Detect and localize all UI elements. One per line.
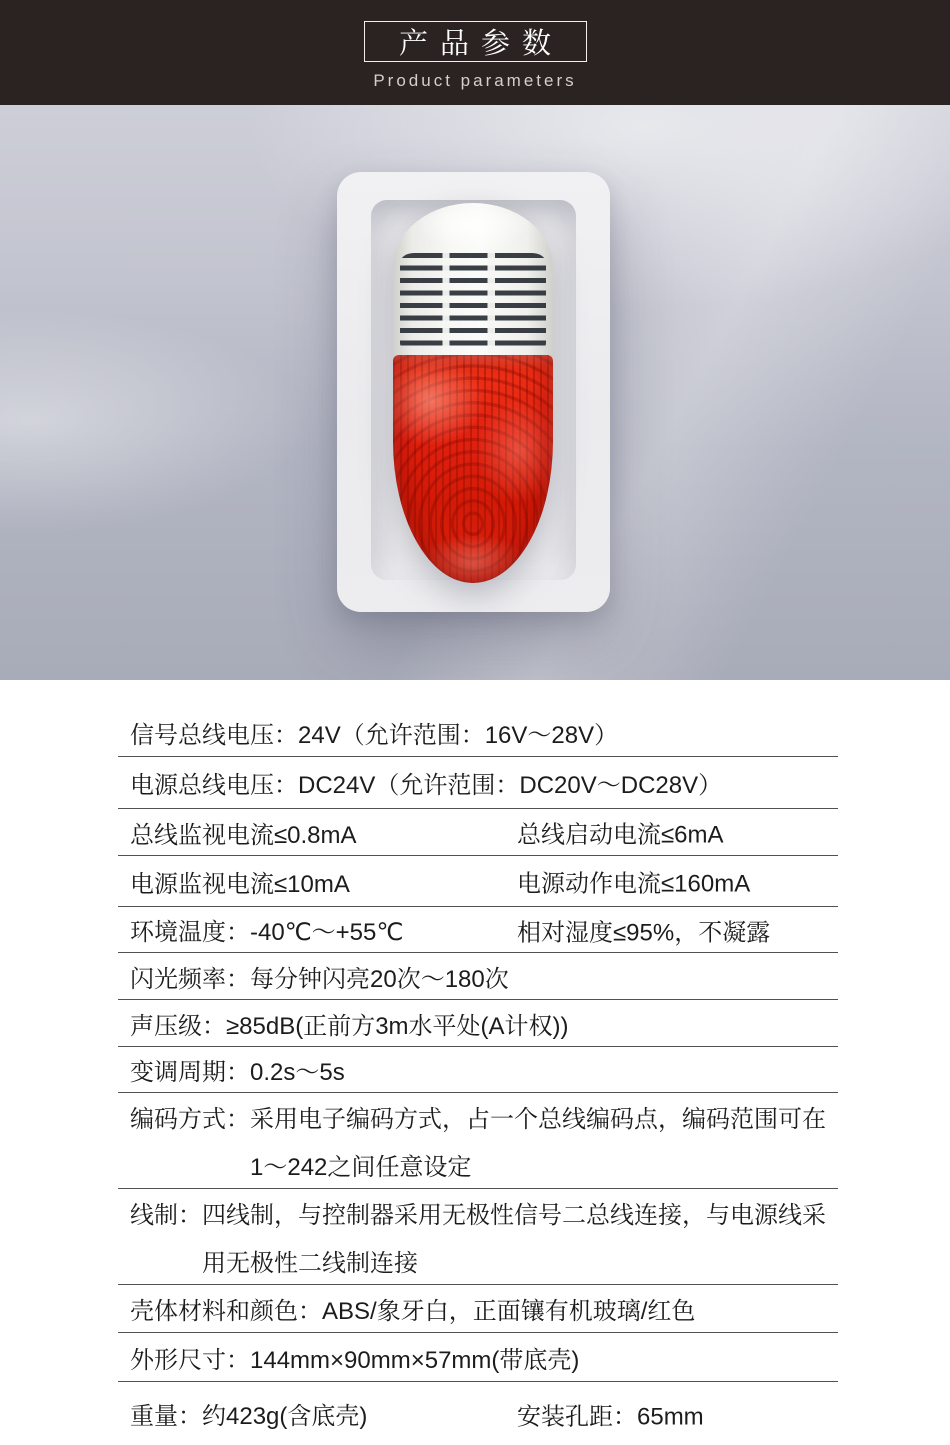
spec-row xyxy=(118,856,838,907)
spec-value-left: 变调周期：0.2s～5s xyxy=(130,1059,345,1086)
spec-value-left: 闪光频率：每分钟闪亮20次～180次 xyxy=(130,965,509,993)
spec-value-line2: 用无极性二线制连接 xyxy=(202,1249,418,1277)
spec-value-line1: 线制：四线制，与控制器采用无极性信号二总线连接，与电源线采 xyxy=(130,1202,826,1230)
spec-value-left: 外形尺寸：144mm×90mm×57mm(带底壳) xyxy=(130,1346,580,1374)
spec-value-left: 总线监视电流≤0.8mA xyxy=(130,821,357,849)
spec-row xyxy=(118,953,838,1000)
product-photo xyxy=(0,105,950,680)
spec-row xyxy=(118,907,838,953)
page-subtitle: Product parameters xyxy=(373,71,577,90)
speaker-grille xyxy=(400,253,546,353)
header-section xyxy=(0,0,950,105)
spec-value-left: 电源监视电流≤10mA xyxy=(130,870,350,898)
strobe-lens xyxy=(393,355,553,583)
spec-row xyxy=(118,1189,838,1285)
spec-value-line1: 编码方式：采用电子编码方式，占一个总线编码点，编码范围可在 xyxy=(130,1106,826,1134)
spec-value-right: 安装孔距：65mm xyxy=(517,1403,704,1430)
spec-value-left: 声压级：≥85dB(正前方3m水平处(A计权)) xyxy=(130,1012,569,1040)
spec-value-right: 电源动作电流≤160mA xyxy=(517,870,751,898)
spec-value-right: 相对湿度≤95%，不凝露 xyxy=(517,919,771,946)
spec-row xyxy=(118,809,838,856)
spec-row xyxy=(118,1333,838,1382)
page-title: 产品参数 xyxy=(398,28,563,60)
spec-value-left: 环境温度：-40℃～+55℃ xyxy=(130,919,404,946)
spec-row xyxy=(118,1093,838,1189)
spec-value-left: 壳体材料和颜色：ABS/象牙白，正面镶有机玻璃/红色 xyxy=(130,1298,696,1325)
device-base-plate xyxy=(337,172,610,612)
spec-row xyxy=(118,757,838,809)
spec-value-left: 重量：约423g(含底壳) xyxy=(130,1403,368,1430)
device-cap xyxy=(393,203,553,355)
spec-value-left: 信号总线电压：24V（允许范围：16V～28V） xyxy=(130,722,619,749)
title-box xyxy=(364,21,587,62)
spec-row xyxy=(118,1382,838,1445)
spec-value-right: 总线启动电流≤6mA xyxy=(517,821,724,849)
spec-row xyxy=(118,1047,838,1093)
spec-row xyxy=(118,1285,838,1333)
spec-row xyxy=(118,1000,838,1047)
alarm-device xyxy=(393,203,553,583)
spec-value-line2: 1～242之间任意设定 xyxy=(250,1153,472,1181)
spec-value-left: 电源总线电压：DC24V（允许范围：DC20V～DC28V） xyxy=(130,772,723,799)
spec-row xyxy=(118,709,838,757)
grille-bridges xyxy=(400,253,546,353)
specs-table xyxy=(118,709,838,1445)
